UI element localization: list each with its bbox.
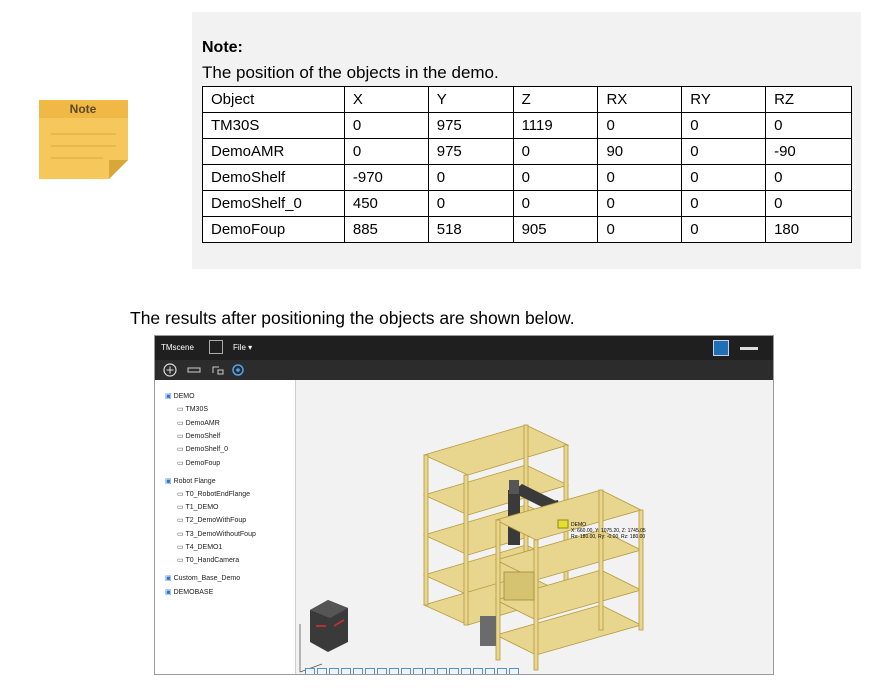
view-tool-icon[interactable] — [365, 668, 375, 675]
tree-node-icon: ▭ — [177, 419, 186, 427]
view-tool-icon[interactable] — [437, 668, 447, 675]
table-cell: 0 — [598, 165, 682, 191]
table-row — [203, 139, 852, 165]
app-toolbar — [155, 360, 773, 380]
demo-label-name: DEMO — [571, 522, 586, 528]
tree-item-label: T4_DEMO1 — [185, 544, 223, 551]
table-row — [203, 113, 852, 139]
table-cell: 0 — [513, 165, 598, 191]
view-tool-icon[interactable] — [449, 668, 459, 675]
tree-node-icon: ▭ — [177, 557, 186, 565]
minimize-icon[interactable] — [740, 347, 758, 350]
demo-amr — [480, 616, 496, 646]
view-tool-icon[interactable] — [473, 668, 483, 675]
table-cell: 905 — [513, 217, 598, 243]
table-header-cell: RX — [598, 87, 682, 113]
table-cell: 0 — [682, 139, 766, 165]
view-tool-icon[interactable] — [341, 668, 351, 675]
camera-icon[interactable] — [713, 340, 729, 356]
note-title: Note: — [202, 39, 243, 56]
table-header-cell: Z — [513, 87, 598, 113]
tree-item[interactable] — [177, 503, 219, 511]
table-cell: 0 — [598, 191, 682, 217]
table-cell: 0 — [598, 113, 682, 139]
view-tool-icon[interactable] — [413, 668, 423, 675]
table-cell: 0 — [682, 217, 766, 243]
tree-item-label: T1_DEMO — [185, 504, 219, 512]
tree-item[interactable] — [177, 543, 222, 551]
app-title: TMscene — [161, 343, 194, 352]
tmscene-screenshot — [154, 335, 774, 675]
tree-item[interactable] — [165, 574, 240, 582]
tree-item-label: T2_DemoWithFoup — [185, 517, 247, 525]
table-row — [203, 191, 852, 217]
3d-viewport[interactable] — [296, 380, 774, 675]
table-cell: -90 — [766, 139, 852, 165]
view-tool-icon[interactable] — [461, 668, 471, 675]
tree-item-label: T0_RobotEndFlange — [185, 490, 251, 498]
tree-item[interactable] — [177, 459, 220, 467]
table-cell: 975 — [428, 139, 513, 165]
frame-icon[interactable] — [211, 363, 225, 377]
tree-node-icon: ▭ — [177, 530, 186, 538]
note-sticky-icon — [39, 100, 128, 179]
view-tool-icon[interactable] — [485, 668, 495, 675]
tree-node-icon: ▭ — [177, 544, 186, 551]
table-cell: 885 — [344, 217, 428, 243]
tree-node-icon: ▭ — [177, 504, 186, 512]
table-cell: 1119 — [513, 113, 598, 139]
tree-item[interactable] — [165, 392, 195, 400]
table-cell: 180 — [766, 217, 852, 243]
view-cube-icon — [310, 600, 348, 652]
tree-item[interactable] — [177, 516, 246, 524]
table-cell: DemoShelf — [203, 165, 345, 191]
app-titlebar — [155, 336, 773, 360]
table-cell: 0 — [682, 113, 766, 139]
table-cell: TM30S — [203, 113, 345, 139]
tree-item[interactable] — [177, 556, 239, 564]
view-tool-icon[interactable] — [509, 668, 519, 675]
view-tool-icon[interactable] — [305, 668, 315, 675]
demo-label-line2: Rx: 180.00, Ry: -0.00, Rz: 180.00 — [571, 534, 646, 540]
table-cell: 518 — [428, 217, 513, 243]
table-cell: DemoAMR — [203, 139, 345, 165]
table-row — [203, 217, 852, 243]
tree-item-label: DEMO — [173, 393, 195, 400]
table-cell: 90 — [598, 139, 682, 165]
file-menu-label: File — [233, 343, 246, 352]
table-cell: 0 — [766, 191, 852, 217]
table-cell: 0 — [513, 191, 598, 217]
measure-icon[interactable] — [187, 363, 201, 377]
view-tool-icon[interactable] — [377, 668, 387, 675]
scene-render — [296, 380, 774, 675]
note-box — [192, 12, 861, 269]
tree-item[interactable] — [165, 588, 213, 596]
table-cell: 0 — [428, 165, 513, 191]
save-icon[interactable] — [209, 340, 223, 354]
table-row — [203, 165, 852, 191]
tree-node-icon: ▭ — [177, 490, 186, 498]
table-cell: -970 — [344, 165, 428, 191]
tree-item-label: DemoShelf_0 — [185, 446, 228, 454]
add-icon[interactable] — [163, 363, 177, 377]
tree-item-label: DEMOBASE — [173, 588, 214, 596]
tree-node-icon: ▣ — [165, 477, 174, 485]
tree-item[interactable] — [177, 445, 228, 453]
scene-tree — [155, 380, 296, 675]
table-header-cell: Y — [428, 87, 513, 113]
tree-node-icon: ▣ — [165, 588, 174, 596]
table-cell: DemoFoup — [203, 217, 345, 243]
table-cell: DemoShelf_0 — [203, 191, 345, 217]
tree-node-icon: ▭ — [177, 517, 186, 525]
tree-item-label: T0_HandCamera — [185, 557, 240, 565]
table-header-cell: Object — [203, 87, 345, 113]
tree-node-icon: ▭ — [177, 446, 186, 454]
table-cell: 0 — [682, 165, 766, 191]
tree-node-icon: ▭ — [177, 432, 186, 440]
tree-item-label: DemoFoup — [185, 459, 221, 467]
table-cell: 0 — [766, 113, 852, 139]
view-tool-icon[interactable] — [401, 668, 411, 675]
tree-item-label: T3_DemoWithoutFoup — [185, 530, 256, 538]
table-cell: 975 — [428, 113, 513, 139]
tree-item[interactable] — [165, 477, 216, 485]
tree-node-icon: ▣ — [165, 393, 174, 400]
tree-item-label: DemoAMR — [185, 419, 220, 427]
note-description: The position of the objects in the demo. — [202, 63, 499, 82]
tree-item[interactable] — [177, 419, 220, 427]
view-tool-icon[interactable] — [353, 668, 363, 675]
tree-item[interactable] — [177, 405, 208, 413]
demo-foup — [504, 572, 534, 600]
table-cell: 450 — [344, 191, 428, 217]
tree-item[interactable] — [177, 490, 250, 498]
tree-item-label: DemoShelf — [185, 432, 221, 440]
table-cell: 0 — [682, 191, 766, 217]
view-tool-icon[interactable] — [425, 668, 435, 675]
view-toolbar — [305, 664, 521, 674]
view-tool-icon[interactable] — [329, 668, 339, 675]
table-cell: 0 — [598, 217, 682, 243]
demo-label-line1: X: 660.00, Y: 1075.20, Z: 1745.05 — [571, 528, 646, 534]
table-cell: 0 — [428, 191, 513, 217]
tree-node-icon: ▭ — [177, 406, 186, 414]
tree-node-icon: ▣ — [165, 575, 174, 583]
table-cell: 0 — [766, 165, 852, 191]
table-header-cell: RY — [682, 87, 766, 113]
table-cell: 0 — [344, 139, 428, 165]
table-header-cell: RZ — [766, 87, 852, 113]
tree-node-icon: ▭ — [177, 459, 186, 467]
tree-item-label: Robot Flange — [173, 477, 216, 485]
tree-item-label: TM30S — [185, 406, 208, 414]
view-tool-icon[interactable] — [389, 668, 399, 675]
note-icon-label: Note — [69, 102, 97, 116]
tree-item[interactable] — [177, 432, 220, 440]
table-cell: 0 — [344, 113, 428, 139]
table-cell: 0 — [513, 139, 598, 165]
view-tool-icon[interactable] — [317, 668, 327, 675]
target-icon[interactable] — [231, 363, 245, 377]
view-tool-icon[interactable] — [497, 668, 507, 675]
tree-item-label: Custom_Base_Demo — [173, 575, 241, 583]
table-header-row — [203, 87, 852, 113]
tree-item[interactable] — [177, 530, 256, 538]
object-position-table — [202, 86, 852, 243]
file-menu[interactable]: File ▾ — [233, 343, 253, 352]
table-header-cell: X — [344, 87, 428, 113]
results-caption: The results after positioning the objects are shown below. — [130, 308, 575, 328]
